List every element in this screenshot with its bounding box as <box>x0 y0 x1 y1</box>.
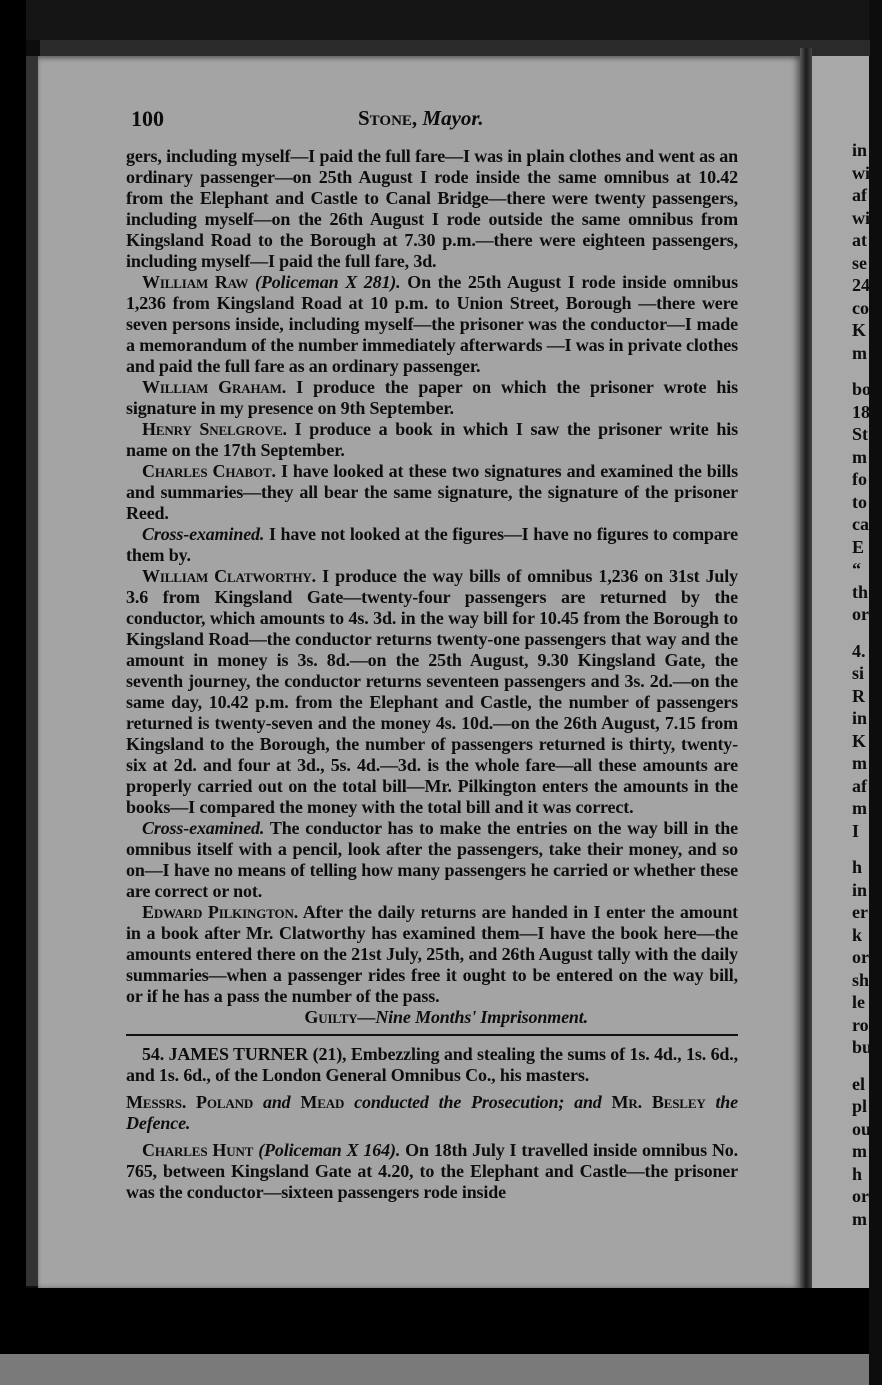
next-page-fragment: af <box>852 775 867 796</box>
next-page-fragment: m <box>852 753 867 773</box>
witness-name: William Graham. <box>142 377 287 397</box>
next-page-fragment: bo <box>852 379 872 399</box>
counsel-conjunction: and <box>262 1092 291 1112</box>
paragraph-witness-clatworthy <box>126 566 738 818</box>
paragraph-witness-raw <box>126 272 738 377</box>
next-page-fragment: in <box>852 708 868 728</box>
next-page-fragment: se <box>852 252 867 273</box>
next-page-fragment: wi <box>852 162 870 183</box>
next-page-fragment: k <box>852 924 863 945</box>
scanner-bottom-bezel <box>0 1288 869 1354</box>
next-page-fragment: fo <box>852 469 867 489</box>
scanner-top-bezel <box>0 0 869 40</box>
paragraph-witness-graham <box>126 377 738 419</box>
witness-name: Edward Pilkington. <box>142 902 299 922</box>
next-page-fragment: 18 <box>852 401 870 422</box>
verdict-text: —Nine Months' Imprisonment. <box>357 1007 588 1027</box>
counsel-prosecution: Messrs. Poland <box>126 1092 254 1112</box>
witness-testimony: After the daily returns are handed in I enter the amount in a book after Mr. Clatworthy has examined them—I have the book here—the amounts entered there on the 21st July, 25th, and 26th August tally with the daily summaries—when a passenger rides free it ought to be entered on the way bill, or if he has a pass the number of the pass. <box>126 902 739 1006</box>
counsel-defence-role: the Defence. <box>126 1092 739 1133</box>
paragraph-witness-pilkington <box>126 902 738 1007</box>
next-page-fragment: er <box>852 902 868 922</box>
next-page-fragment: sh <box>852 969 870 990</box>
paragraph-witness-snelgrove <box>126 419 738 461</box>
witness-testimony: I produce the way bills of omnibus 1,236 on 31st July 3.6 from Kingsland Gate—twenty-four passengers are returned by the conductor, which amounts to 4s. 3d. in the way bill for 10.45 from the Borough to Kingsland Road—the conductor returns twenty-one passengers that way and the amount in money is 3s. 8d.—on the 25th August, 9.30 Kingsland Gate, the seventh journey, the conductor returns seventeen passengers and 3s. 2d.—on the same day, 10.42 p.m. from the Elephant and Castle, the number of passengers returned is twenty-seven and the money 4s. 10d.—on the 26th August, 7.15 from Kingsland to the Borough, the number of passengers returned is thirty, twenty-six at 2d. and four at 3d., 5s. 4d.—3d. is the whole fare—all these amounts are properly carried out on the total bill—Mr. Pilkington enters the amounts in the books—I compared the money with the total bill and it was correct. <box>126 566 738 817</box>
next-page-fragment: R <box>852 685 865 706</box>
witness-testimony: On the 25th August I rode inside omnibus 1,236 from Kingsland Road at 10 p.m. to Union Street, Borough —there were seven persons inside, including myself—the prisoner was the conductor—I made a memorandum of the number immediately afterwards —I was in private clothes and paid the full fare as an ordinary passenger. <box>126 272 738 376</box>
next-page-fragment: K <box>852 320 867 340</box>
next-page-fragment: m <box>852 342 867 363</box>
next-page-fragment: h <box>852 1163 863 1184</box>
next-page-fragment: le <box>852 992 865 1012</box>
page-left-edge-shadow <box>26 56 38 1286</box>
next-page-fragment: in <box>852 140 868 160</box>
witness-name: William Clatworthy. <box>142 566 317 586</box>
verdict <box>126 1007 738 1028</box>
next-page-fragment: m <box>852 1141 867 1161</box>
next-page-fragment: at <box>852 230 867 250</box>
running-head-title: Mayor. <box>422 106 484 130</box>
verdict-label: Guilty <box>304 1007 358 1027</box>
next-page-fragment: wi <box>852 207 870 228</box>
scanner-left-bezel <box>0 0 26 1385</box>
next-page-fragment: h <box>852 857 863 877</box>
next-page-fragment: I <box>852 820 860 841</box>
next-page-fragment: St <box>852 424 869 444</box>
running-head-name: Stone, <box>358 106 418 130</box>
page-number: 100 <box>131 106 164 131</box>
paragraph-cross-examined <box>126 818 738 902</box>
counsel-prosecution-role: conducted the Prosecution; and <box>354 1092 602 1112</box>
next-page-fragment: bu <box>852 1037 873 1057</box>
paragraph-witness-chabot <box>126 461 738 524</box>
counsel-line <box>126 1092 738 1134</box>
paragraph-witness-hunt <box>126 1140 738 1203</box>
page-top-edge-shadow <box>40 40 870 56</box>
next-page-fragment: el <box>852 1073 865 1094</box>
book-gutter <box>800 48 812 1293</box>
witness-name: William Raw <box>142 272 249 292</box>
paragraph-continuation: gers, including myself—I paid the full fare—I was in plain clothes and went as an ordinary passenger—on 25th August I rode inside the same omnibus at 10.42 from the Elephant and Castle to Canal Bridge—there were twenty passengers, including myself—on the 26th August I rode outside the same omnibus from Kingsland Road to the Borough at 7.30 p.m.—there were eighteen passengers, including myself—I paid the full fare, 3d. <box>126 146 738 271</box>
next-page-fragment: E <box>852 536 865 557</box>
next-page-fragment: 24 <box>852 275 870 295</box>
cross-examined-text: I have not looked at the figures—I have no figures to compare them by. <box>126 524 738 565</box>
next-page-fragment: “ <box>852 559 861 579</box>
witness-testimony: I have looked at these two signatures and examined the bills and summaries—they all bear the same signature, the signature of the prisoner Reed. <box>126 461 739 523</box>
defendant-age: (21), <box>312 1044 347 1064</box>
next-page-fragment: ou <box>852 1118 872 1139</box>
witness-role: (Policeman X 164). <box>258 1140 401 1160</box>
witness-name: Charles Hunt <box>142 1140 254 1160</box>
next-page-fragment: 4. <box>852 640 866 661</box>
next-page-fragment: or <box>852 604 869 624</box>
next-page-fragment: ca <box>852 514 869 534</box>
witness-name: Henry Snelgrove. <box>142 419 287 439</box>
next-page-fragment: co <box>852 297 869 318</box>
scanner-bed <box>0 1354 869 1385</box>
running-head <box>358 106 484 131</box>
page-body <box>126 146 738 1203</box>
next-page-fragment: or <box>852 1186 869 1206</box>
next-page-fragment: in <box>852 879 868 900</box>
witness-testimony: I produce a book in which I saw the prisoner write his name on the 17th September. <box>126 419 738 460</box>
next-page-fragment: ro <box>852 1014 869 1035</box>
witness-name: Charles Chabot. <box>142 461 276 481</box>
next-page-fragment: th <box>852 581 869 602</box>
case-charge: Embezzling and stealing the sums of 1s. 4d., 1s. 6d., and 1s. 6d., of the London General Omnibus Co., his masters. <box>126 1044 738 1085</box>
next-page-fragment: or <box>852 947 869 967</box>
next-page-fragment: to <box>852 491 867 512</box>
paragraph-cross-examined <box>126 524 738 566</box>
witness-testimony: On 18th July I travelled inside omnibus No. 765, between Kingsland Gate at 4.20, to the Elephant and Castle—the prisoner was the conductor—sixteen passengers rode inside <box>126 1140 739 1202</box>
next-page-fragment: af <box>852 185 867 205</box>
next-page-fragment: K <box>852 730 867 751</box>
case-divider <box>126 1034 738 1036</box>
next-page-fragment: m <box>852 798 867 818</box>
witness-role: (Policeman X 281). <box>255 272 401 292</box>
counsel-prosecution-2: Mead <box>300 1092 345 1112</box>
witness-testimony: I produce the paper on which the prisoner wrote his signature in my presence on 9th September. <box>126 377 738 418</box>
cross-examined-label: Cross-examined. <box>142 524 265 544</box>
next-page-fragment: pl <box>852 1096 868 1116</box>
case-number: 54. <box>142 1044 165 1064</box>
defendant-name: JAMES TURNER <box>168 1044 309 1064</box>
cross-examined-text: The conductor has to make the entries on the way bill in the omnibus itself with a pencil, look after the passengers, take their money, and so on—I have no means of telling how many passengers he carried or whether these are correct or not. <box>126 818 738 901</box>
counsel-defence: Mr. Besley <box>611 1092 706 1112</box>
next-page-fragment: si <box>852 663 865 683</box>
next-page-fragment: m <box>852 446 867 467</box>
next-page-fragment: m <box>852 1208 867 1229</box>
cross-examined-label: Cross-examined. <box>142 818 265 838</box>
case-heading <box>126 1044 738 1086</box>
